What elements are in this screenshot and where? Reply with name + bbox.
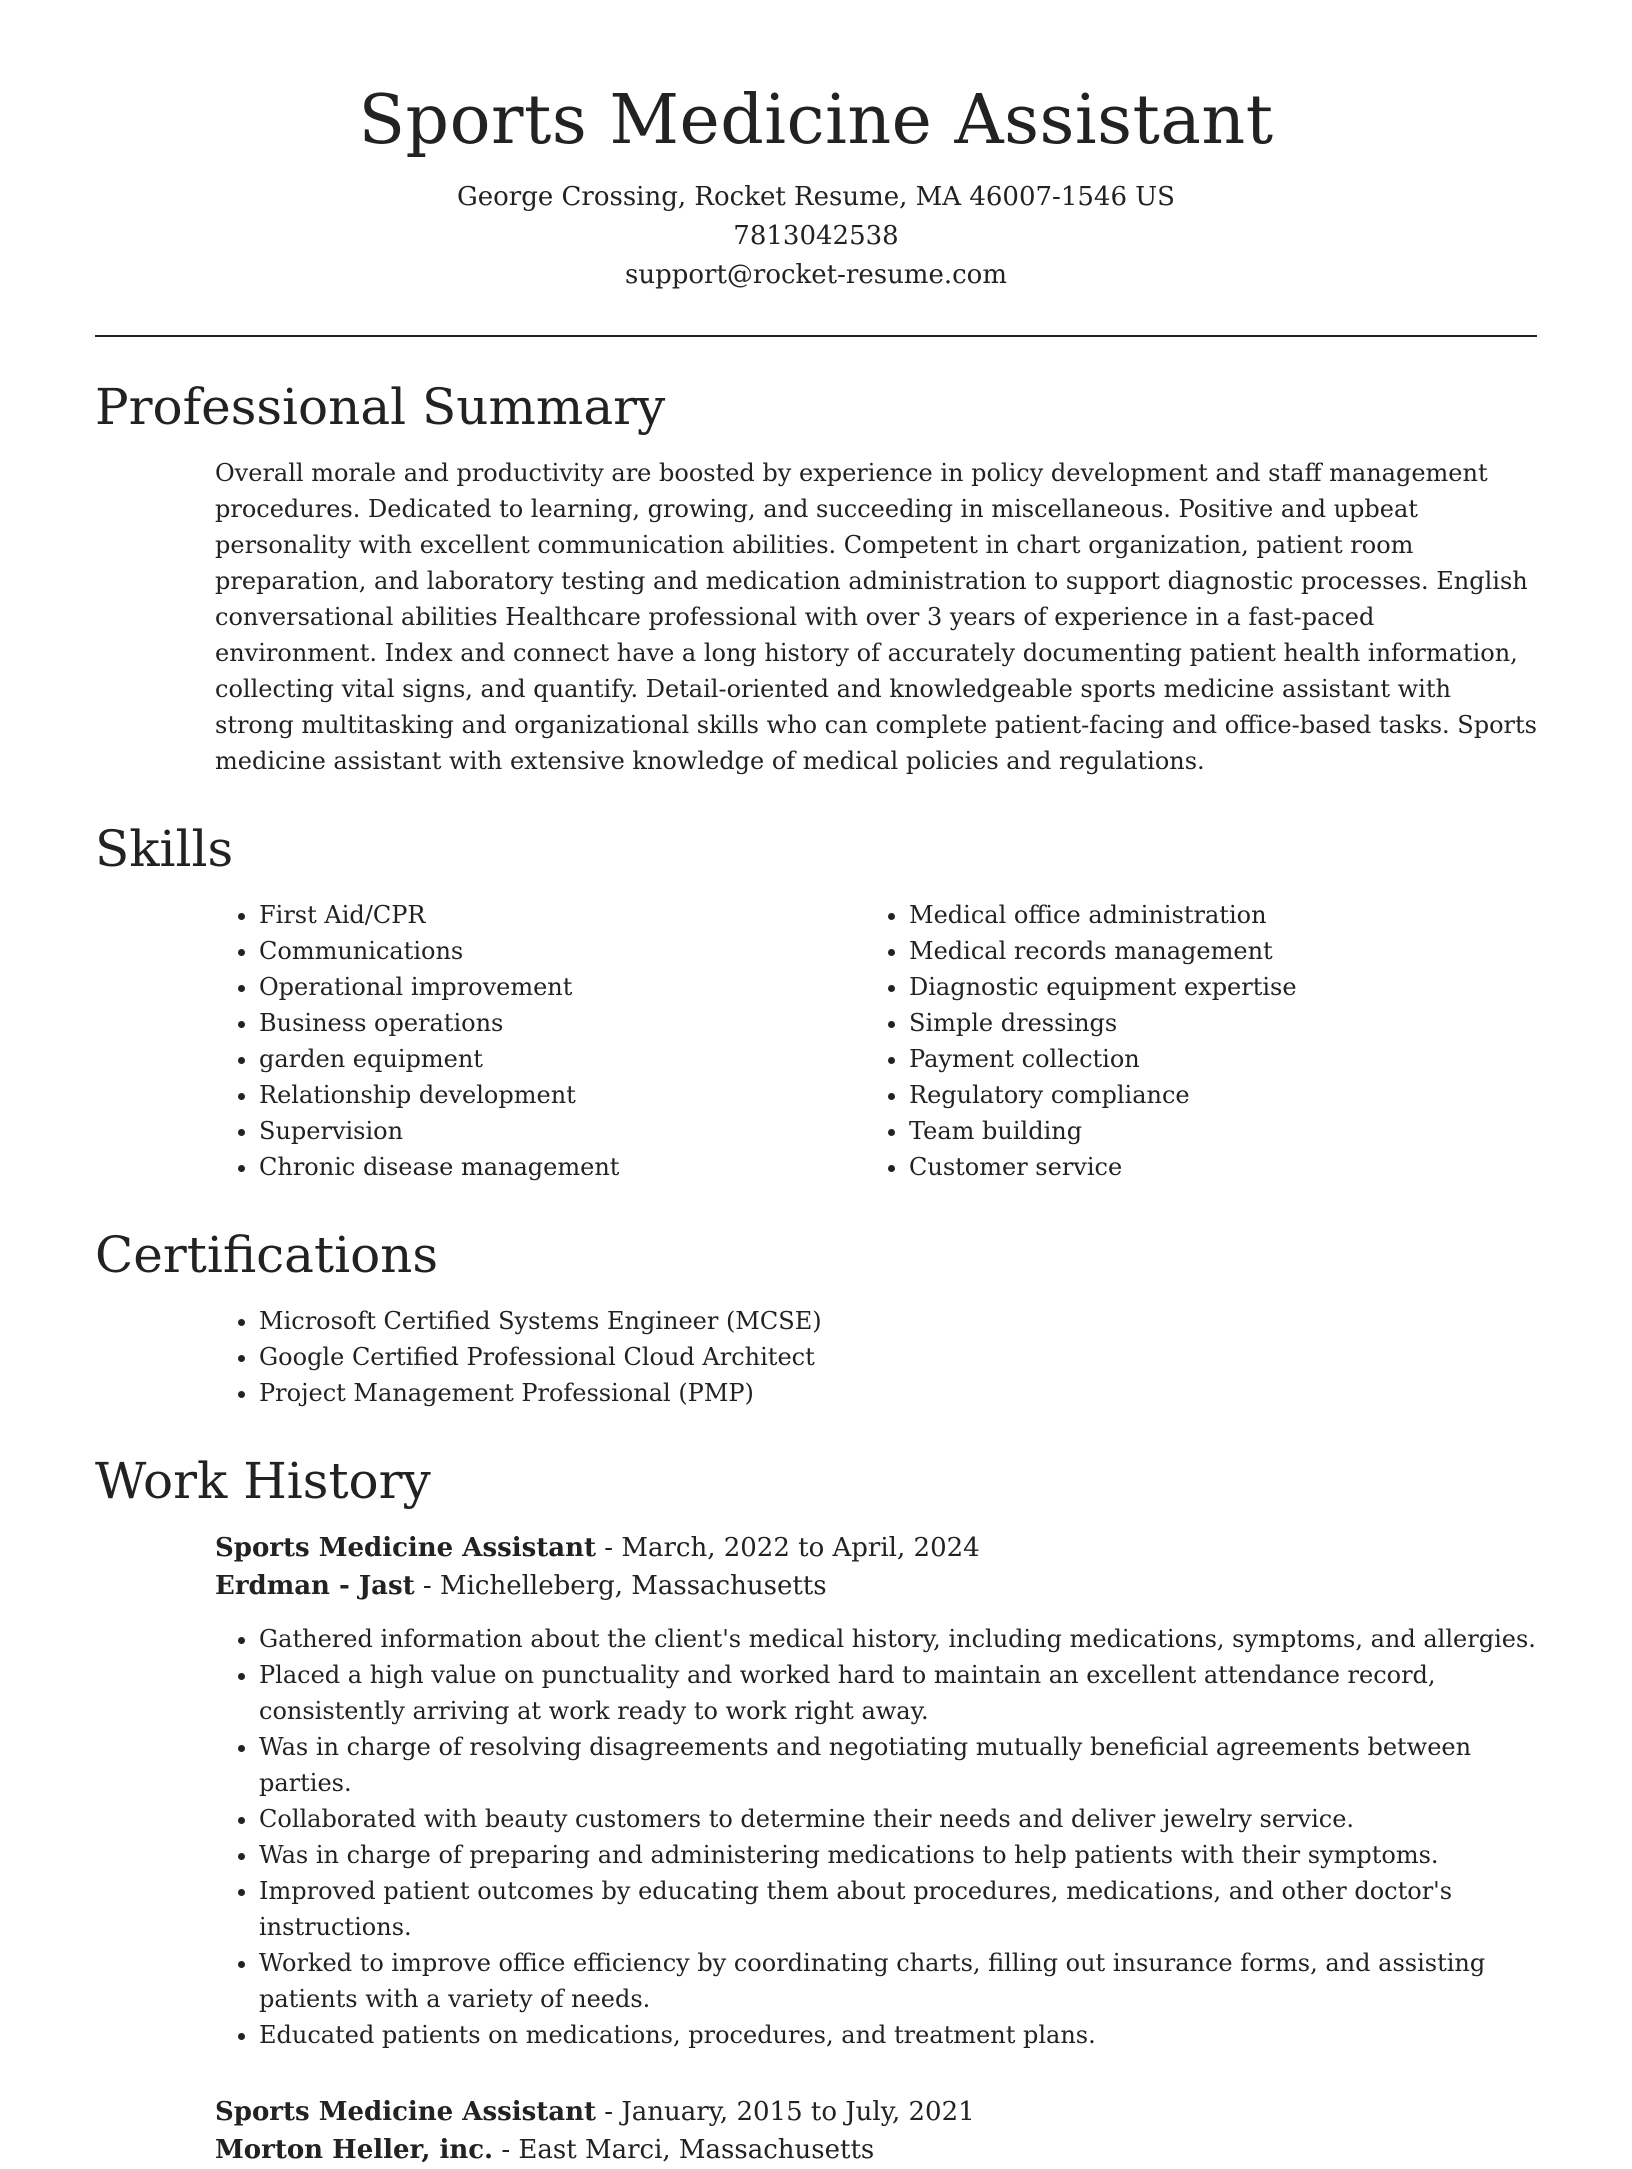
skill-item: • Supervision: [259, 1113, 865, 1149]
skill-item: • Operational improvement: [259, 969, 865, 1005]
skill-item: • Diagnostic equipment expertise: [909, 969, 1515, 1005]
skill-item: • Communications: [259, 933, 865, 969]
job-role: Sports Medicine Assistant: [215, 2096, 597, 2127]
skill-item: • Relationship development: [259, 1077, 865, 1113]
job-location: - East Marci, Massachusetts: [493, 2134, 875, 2165]
skill-item: • First Aid/CPR: [259, 897, 865, 933]
certification-item: • Microsoft Certified Systems Engineer (MCSE): [259, 1303, 1537, 1339]
certification-item: • Project Management Professional (PMP): [259, 1375, 1537, 1411]
skill-item: • Business operations: [259, 1005, 865, 1041]
certifications-section: [95, 1225, 1537, 1411]
skills-list-left: [215, 897, 865, 1185]
certifications-list: [215, 1303, 1537, 1411]
certifications-heading: Certifications: [95, 1225, 439, 1284]
professional-summary-text: Overall morale and productivity are boosted by experience in policy development and staff management procedures. Dedicated to learning, growing, and succeeding in miscellaneous. Positive and upbeat personality with excellent communication abilities. Competent in chart organization, patient room preparation, and laboratory testing and medication administration to support diagnostic processes. English conversational abilities Healthcare professional with over 3 years of experience in a fast-paced environment. Index and connect have a long history of accurately documenting patient health information, collecting vital signs, and quantify. Detail-oriented and knowledgeable sports medicine assistant with strong multitasking and organizational skills who can complete patient-facing and office-based tasks. Sports medicine assistant with extensive knowledge of medical policies and regulations.: [215, 458, 1537, 775]
job-employer-line: [215, 1567, 1537, 1605]
certifications-list-wrapper: [215, 1303, 1537, 1411]
responsibility-item: • Was in charge of preparing and administering medications to help patients with their symptoms.: [259, 1837, 1537, 1873]
work-history-heading: Work History: [95, 1451, 431, 1510]
job-employer: Erdman - Jast: [215, 1570, 415, 1601]
responsibility-item: • Gathered information about the client's medical history, including medications, symptoms, and allergies.: [259, 1621, 1537, 1657]
skill-item: • Medical records management: [909, 933, 1515, 969]
responsibility-item: • Educated patients on medications, procedures, and treatment plans.: [259, 2017, 1537, 2053]
skills-column-left: [215, 897, 865, 1185]
skill-item: • Payment collection: [909, 1041, 1515, 1077]
skills-list-right: [865, 897, 1515, 1185]
job-dates: - January, 2015 to July, 2021: [596, 2096, 975, 2127]
job-entry: [215, 2093, 1537, 2169]
job-employer: Morton Heller, inc.: [215, 2134, 494, 2165]
work-history-section: [95, 1451, 1537, 2169]
header-divider: [95, 335, 1537, 337]
skills-columns: [215, 897, 1537, 1185]
responsibility-item: • Was in charge of resolving disagreements and negotiating mutually beneficial agreements between parties.: [259, 1729, 1537, 1801]
job-role-line: [215, 1529, 1537, 1567]
job-entry: [215, 1529, 1537, 2053]
job-employer-line: [215, 2131, 1537, 2169]
job-responsibilities: [215, 1621, 1537, 2053]
responsibility-item: • Improved patient outcomes by educating them about procedures, medications, and other doctor's instructions.: [259, 1873, 1537, 1945]
responsibility-item: • Collaborated with beauty customers to determine their needs and deliver jewelry service.: [259, 1801, 1537, 1837]
certification-item: • Google Certified Professional Cloud Architect: [259, 1339, 1537, 1375]
professional-summary-heading: Professional Summary: [95, 377, 666, 436]
skills-section: [95, 819, 1537, 1185]
skills-heading: Skills: [95, 819, 234, 878]
job-role: Sports Medicine Assistant: [215, 1532, 597, 1563]
email-line: support@rocket-resume.com: [624, 259, 1007, 290]
job-dates: - March, 2022 to April, 2024: [596, 1532, 980, 1563]
skill-item: • Simple dressings: [909, 1005, 1515, 1041]
skills-column-right: [865, 897, 1515, 1185]
address-line: George Crossing, Rocket Resume, MA 46007-1546 US: [456, 181, 1175, 212]
job-location: - Michelleberg, Massachusetts: [414, 1570, 827, 1601]
skill-item: • Chronic disease management: [259, 1149, 865, 1185]
candidate-title: Sports Medicine Assistant: [358, 81, 1274, 160]
resume-header: [95, 0, 1537, 295]
skill-item: • Customer service: [909, 1149, 1515, 1185]
skill-item: • Team building: [909, 1113, 1515, 1149]
contact-info: [95, 178, 1537, 295]
professional-summary-section: [95, 377, 1537, 779]
skill-item: • garden equipment: [259, 1041, 865, 1077]
skill-item: • Regulatory compliance: [909, 1077, 1515, 1113]
responsibility-item: • Worked to improve office efficiency by coordinating charts, filling out insurance forms, and assisting patients with a variety of needs.: [259, 1945, 1537, 2017]
skill-item: • Medical office administration: [909, 897, 1515, 933]
phone-line: 7813042538: [733, 220, 899, 251]
responsibility-item: • Placed a high value on punctuality and worked hard to maintain an excellent attendance record, consistently arriving at work ready to work right away.: [259, 1657, 1537, 1729]
